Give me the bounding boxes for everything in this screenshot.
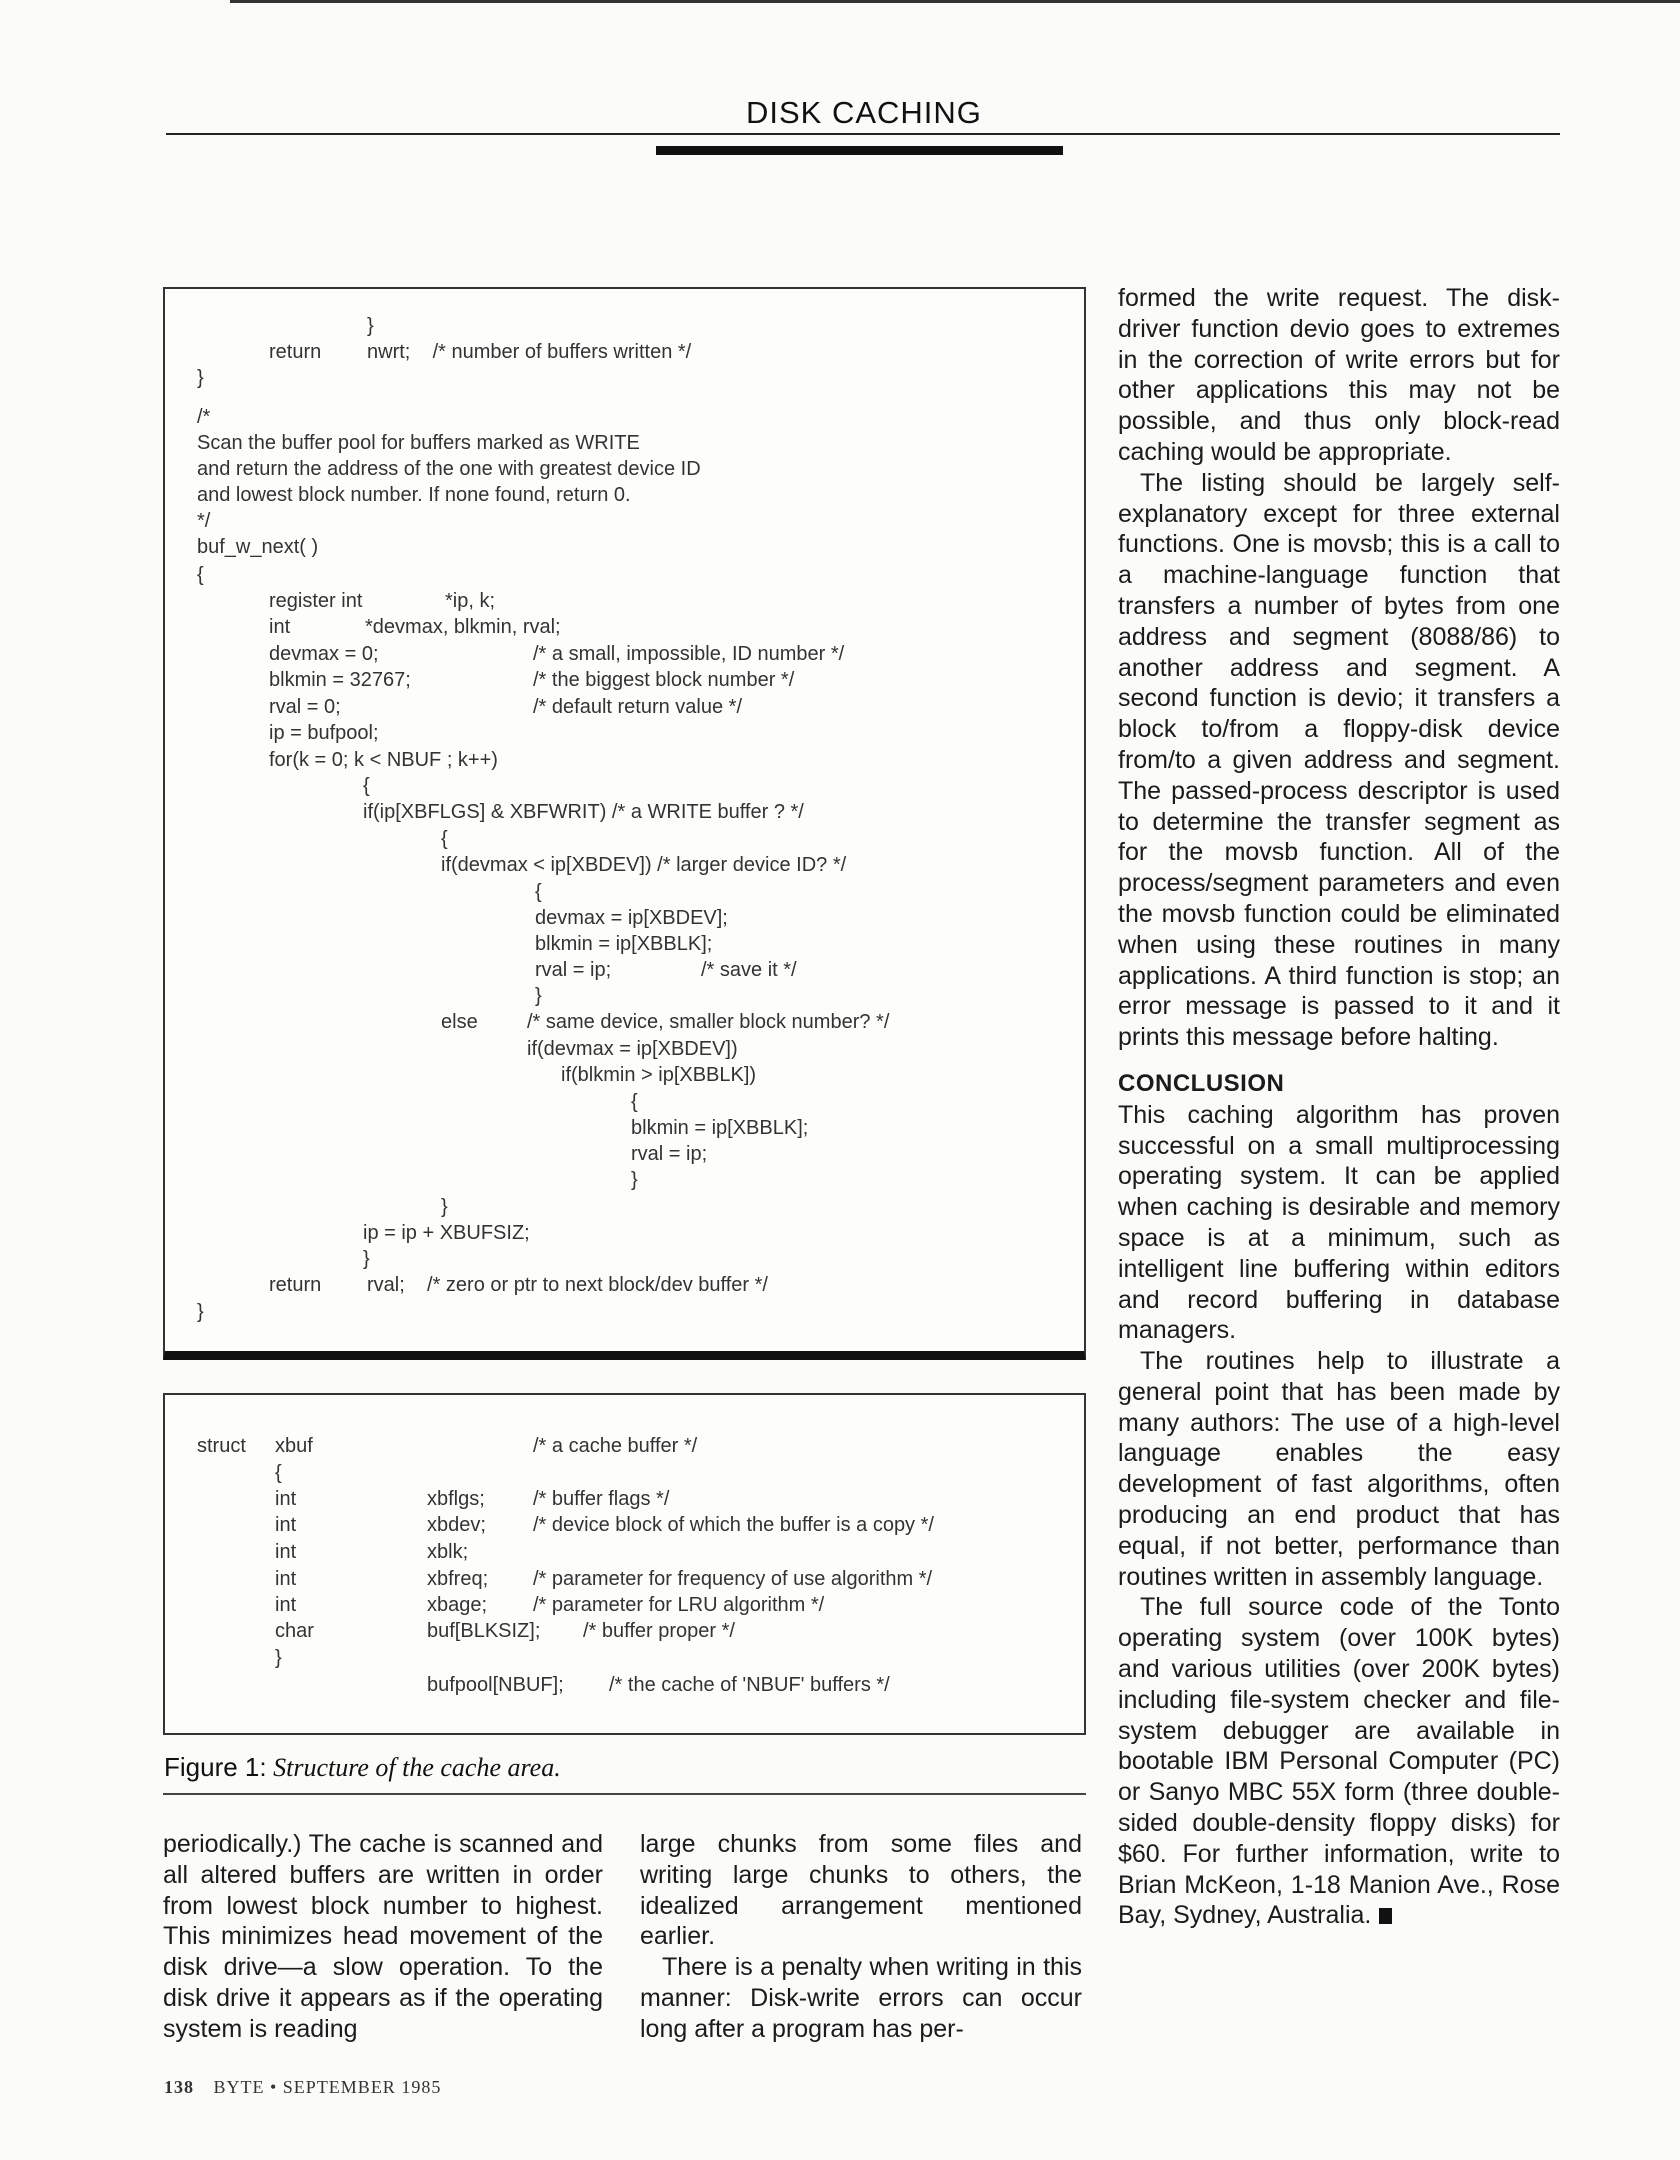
- struct-line: bufpool[NBUF];: [427, 1674, 564, 1696]
- paragraph: formed the write request. The disk-driver function devio goes to extremes in the correction of write errors but for other applications this may not be possible, and thus only block-read caching would be appropriate.: [1118, 284, 1560, 466]
- struct-line: xbflgs;: [427, 1488, 485, 1510]
- struct-line: /* device block of which the buffer is a copy */: [533, 1514, 934, 1536]
- body-column-2: [640, 1829, 1082, 2045]
- struct-line: /* parameter for frequency of use algorithm */: [533, 1568, 933, 1590]
- code-line: */: [197, 510, 211, 532]
- code-line: ip = ip + XBUFSIZ;: [363, 1222, 530, 1244]
- code-line: else: [441, 1011, 478, 1033]
- code-line: nwrt; /* number of buffers written */: [367, 341, 692, 363]
- section-heading: CONCLUSION: [1118, 1069, 1285, 1097]
- struct-line: int: [275, 1488, 297, 1510]
- struct-line: buf[BLKSIZ];: [427, 1620, 541, 1642]
- code-line: if(blkmin > ip[XBBLK]): [561, 1064, 757, 1086]
- code-line: return: [269, 1274, 322, 1296]
- header-rule: [166, 133, 1560, 135]
- code-line: int: [269, 616, 291, 638]
- page-footer: [164, 2077, 441, 2098]
- code-line: register int: [269, 590, 363, 612]
- code-line: return: [269, 341, 322, 363]
- code-line: /* the biggest block number */: [533, 669, 795, 691]
- caption-rule: [163, 1793, 1086, 1795]
- paragraph: The listing should be largely self-explanatory except for three external functions. One is movsb; this is a call to a machine-language function that transfers a number of bytes from one address and segment (8088/86) to another address and segment. A second function is devio; it transfers a block to/from a floppy-disk device from/to a given address and segment. The passed-process descriptor is used to determine the transfer segment as for the movsb function. All of the process/segment parameters and even the movsb function could be eliminated when using these routines in many applications. A third function is stop; an error message is passed to it and it prints this message before halting.: [1118, 468, 1560, 1052]
- struct-line: /* parameter for LRU algorithm */: [533, 1594, 825, 1616]
- struct-line: /* a cache buffer */: [533, 1435, 698, 1457]
- code-line: rval = ip;: [535, 959, 612, 981]
- code-line: rval = 0;: [269, 696, 341, 718]
- code-listing-box: [163, 287, 1086, 1360]
- code-line: }: [367, 315, 374, 337]
- top-edge-rule: [230, 0, 1680, 3]
- code-line: /* default return value */: [533, 696, 743, 718]
- code-line: /*: [197, 406, 211, 428]
- code-line: buf_w_next( ): [197, 536, 319, 558]
- struct-line: {: [275, 1462, 282, 1484]
- code-line: }: [197, 1301, 204, 1323]
- struct-line: int: [275, 1568, 297, 1590]
- figure-label: Figure 1:: [164, 1752, 267, 1782]
- struct-line: int: [275, 1514, 297, 1536]
- code-line: {: [197, 564, 204, 586]
- code-line: {: [363, 775, 370, 797]
- end-of-article-icon: [1379, 1908, 1392, 1924]
- figure-caption-text: Structure of the cache area.: [273, 1753, 561, 1782]
- code-line: }: [441, 1196, 448, 1218]
- code-line: blkmin = ip[XBBLK];: [631, 1117, 809, 1139]
- code-line: Scan the buffer pool for buffers marked as WRITE: [197, 432, 640, 454]
- code-line: {: [535, 881, 542, 903]
- code-line: *devmax, blkmin, rval;: [365, 616, 561, 638]
- code-line: devmax = 0;: [269, 643, 379, 665]
- paragraph: There is a penalty when writing in this manner: Disk-write errors can occur long after a program has per-: [640, 1953, 1082, 2043]
- code-line: ip = bufpool;: [269, 722, 379, 744]
- code-line: }: [535, 985, 542, 1007]
- code-line: devmax = ip[XBDEV];: [535, 907, 728, 929]
- struct-line: xbage;: [427, 1594, 488, 1616]
- code-line: rval; /* zero or ptr to next block/dev buffer */: [367, 1274, 768, 1296]
- code-line: if(devmax < ip[XBDEV]) /* larger device ID? */: [441, 854, 847, 876]
- code-line: /* save it */: [701, 959, 797, 981]
- struct-line: xbfreq;: [427, 1568, 489, 1590]
- page-number: 138: [164, 2077, 194, 2097]
- code-line: rval = ip;: [631, 1143, 708, 1165]
- code-line: }: [631, 1169, 638, 1191]
- struct-line: }: [275, 1647, 282, 1669]
- code-line: {: [441, 828, 448, 850]
- struct-line: char: [275, 1620, 314, 1642]
- struct-line: /* the cache of 'NBUF' buffers */: [609, 1674, 890, 1696]
- struct-line: int: [275, 1541, 297, 1563]
- paragraph-text: The full source code of the Tonto operating system (over 100K bytes) and various utilities (over 200K bytes) including file-system checker and file-system debugger are available in bootable IBM Personal Computer (PC) or Sanyo MBC 55X form (three double-sided double-density floppy disks) for $60. For further information, write to Brian McKeon, 1-18 Manion Ave., Rose Bay, Sydney, Australia.: [1118, 1593, 1560, 1930]
- code-line: /* same device, smaller block number? */: [527, 1011, 890, 1033]
- footer-text: BYTE • SEPTEMBER 1985: [213, 2077, 442, 2097]
- code-line: }: [363, 1248, 370, 1270]
- code-line: /* a small, impossible, ID number */: [533, 643, 845, 665]
- code-line: blkmin = 32767;: [269, 669, 411, 691]
- paragraph: [1118, 1592, 1560, 1931]
- figure-caption: [164, 1752, 561, 1783]
- struct-line: /* buffer flags */: [533, 1488, 670, 1510]
- struct-line: /* buffer proper */: [583, 1620, 735, 1642]
- struct-line: struct: [197, 1435, 246, 1457]
- code-line: for(k = 0; k < NBUF ; k++): [269, 749, 498, 771]
- code-line: blkmin = ip[XBBLK];: [535, 933, 713, 955]
- code-line: if(ip[XBFLGS] & XBFWRIT) /* a WRITE buffer ? */: [363, 801, 804, 823]
- code-line: {: [631, 1091, 638, 1113]
- body-column-3: [1118, 283, 1560, 1931]
- struct-listing-box: [163, 1393, 1086, 1735]
- code-line: if(devmax = ip[XBDEV]): [527, 1038, 738, 1060]
- paragraph: This caching algorithm has proven successful on a small multiprocessing operating system. It can be applied when caching is desirable and memory space is at a minimum, such as intelligent line buffering within editors and record buffering in database managers.: [1118, 1100, 1560, 1345]
- running-header-title: DISK CACHING: [746, 95, 982, 130]
- paragraph: periodically.) The cache is scanned and all altered buffers are written in order from lowest block number to highest. This minimizes head movement of the disk drive—a slow operation. To the disk drive it appears as if the operating system is reading: [163, 1830, 603, 2043]
- struct-line: xbdev;: [427, 1514, 486, 1536]
- paragraph: The routines help to illustrate a general point that has been made by many authors: The use of a high-level language enables the easy development of fast algorithms, often producing an end product that has equal, if not better, performance than routines written in assembly language.: [1118, 1347, 1560, 1591]
- code-line: *ip, k;: [445, 590, 496, 612]
- code-line: }: [197, 367, 204, 389]
- struct-line: int: [275, 1594, 297, 1616]
- code-line: and return the address of the one with greatest device ID: [197, 458, 701, 480]
- code-line: and lowest block number. If none found, return 0.: [197, 484, 631, 506]
- paragraph: large chunks from some files and writing large chunks to others, the idealized arrangement mentioned earlier.: [640, 1830, 1082, 1951]
- struct-line: xbuf: [275, 1435, 313, 1457]
- header-bar: [656, 146, 1063, 155]
- struct-line: xblk;: [427, 1541, 469, 1563]
- body-column-1: [163, 1829, 603, 2045]
